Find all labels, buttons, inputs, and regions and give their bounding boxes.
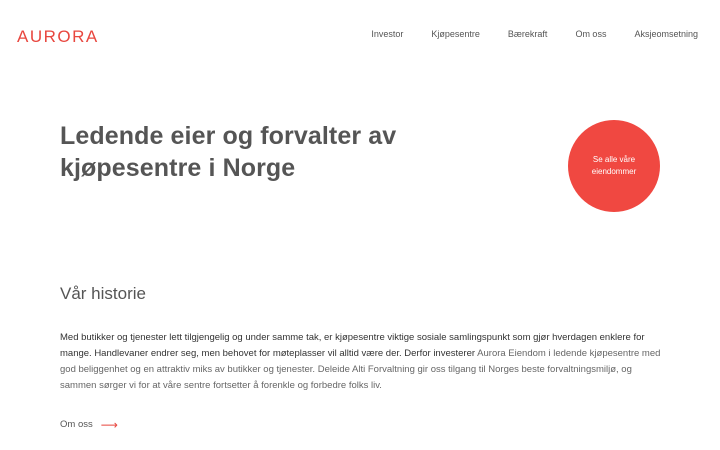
about-us-link[interactable] xyxy=(60,418,118,432)
history-paragraph xyxy=(60,330,665,394)
history-text-part2: i ledende kjøpesentre med god beliggenhet og en attraktiv miks av butikker og tjenester. Deleide Alti Forvaltning gir oss tilgang til Norges beste forvaltningsmiljø, og sammen sørger vi for at våre sentre fortsetter å forenkle og forbedre folks liv. xyxy=(60,348,661,391)
history-title: Vår historie xyxy=(60,284,146,303)
site-header xyxy=(0,0,720,70)
nav-item-investor[interactable]: Investor xyxy=(371,29,404,39)
main-nav xyxy=(371,28,698,40)
nav-item-kjopesentre[interactable]: Kjøpesentre xyxy=(431,29,480,39)
nav-item-om-oss[interactable]: Om oss xyxy=(575,29,607,39)
about-us-label: Om oss xyxy=(60,419,93,430)
history-text-part1: Med butikker og tjenester lett tilgjengelig og under samme tak, er kjøpesentre viktige sosiale samlingspunkt som gjør hverdagen enklere for mange. Handlevaner endrer seg, men behovet for møteplasser vil alltid være der. Derfor investerer xyxy=(60,332,645,359)
see-properties-button[interactable] xyxy=(568,120,660,212)
aurora-eiendom-link[interactable]: Aurora Eiendom xyxy=(477,348,546,359)
hero-title: Ledende eier og forvalter av kjøpesentre i Norge xyxy=(60,122,397,182)
nav-item-aksjeomsetning[interactable]: Aksjeomsetning xyxy=(634,29,698,39)
arrow-right-icon: ⟶ xyxy=(100,418,118,432)
aurora-logo[interactable]: AURORA xyxy=(17,27,99,46)
nav-item-baerekraft[interactable]: Bærekraft xyxy=(507,29,548,39)
see-properties-label: Se alle våre eiendommer xyxy=(591,155,637,176)
